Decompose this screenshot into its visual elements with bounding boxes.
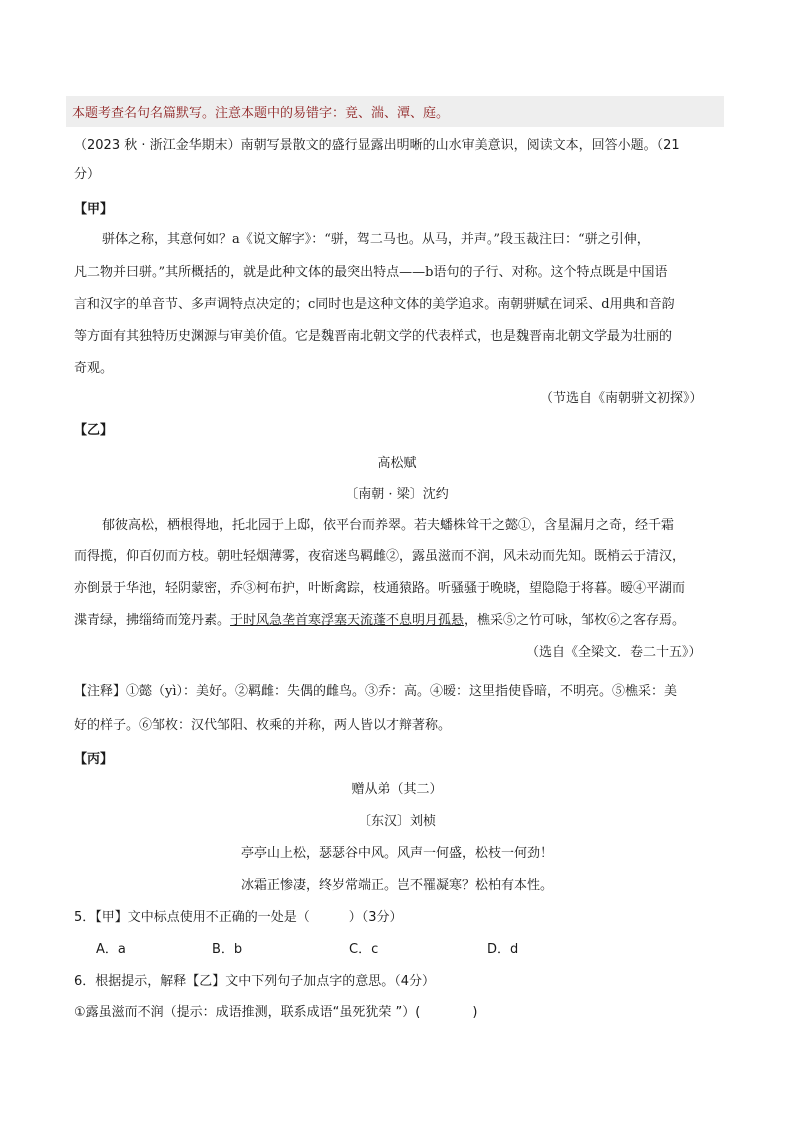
question-5: 5．【甲】文中标点使用不正确的一处是（ ）（3分） [74,910,403,925]
yi-underlined-sentence: 于时风急垄首寒浮塞天流蓬不息明月孤悬 [230,613,465,628]
yi-title: 高松赋 [377,456,417,471]
answer-note-text: 本题考查名句名篇默写。注意本题中的易错字：竟、湍、潭、庭。 [72,106,450,121]
yi-line-1: 郁彼高松，栖根得地，托北园于上邸，依平台而养翠。若夫蟠株耸干之懿①，含星漏月之奇，经千霜 [102,518,675,533]
q5-option-b[interactable]: B．b [212,942,243,957]
yi-notes-line-2: 好的样子。⑥邹枚：汉代邹阳、枚乘的并称，两人皆以才辩著称。 [74,718,452,733]
section-yi-label: 【乙】 [74,423,114,438]
q5-option-c[interactable]: C．c [349,942,379,957]
intro-line-1: （2023 秋 · 浙江金华期末）南朝写景散文的盛行显露出明晰的山水审美意识，阅读文本，回答小题。（21 [74,138,680,153]
q5-option-a[interactable]: A．a [96,942,126,957]
jia-line-4: 等方面有其独特历史渊源与审美价值。它是魏晋南北朝文学的代表样式，也是魏晋南北朝文学最为壮丽的 [74,329,673,344]
bing-line-2: 冰霜正惨凄，终岁常端正。岂不罹凝寒？松柏有本性。 [240,878,553,893]
jia-line-5: 奇观。 [74,361,114,376]
yi-notes-line-1: 【注释】①懿（yì）：美好。②羁雌：失偶的雌鸟。③乔：高。④暧：这里指使昏暗，不明亮。⑤樵采：美 [74,684,678,699]
section-jia-label: 【甲】 [74,202,114,217]
jia-line-3: 言和汉字的单音节、多声调特点决定的；c同时也是这种文体的美学追求。南朝骈赋在词采、d用典和音韵 [74,297,675,312]
yi-line-4-start: 渫青绿，拂缁绮而笼丹素。 [74,613,231,628]
bing-title: 赠从弟（其二） [351,782,443,797]
answer-note-bar [66,96,724,127]
question-6: 6．根据提示，解释【乙】文中下列句子加点字的意思。（4分） [74,974,436,989]
yi-source: （选自《全梁文．卷二十五》） [526,645,702,660]
bing-line-1: 亭亭山上松，瑟瑟谷中风。风声一何盛，松枝一何劲！ [240,846,553,861]
intro-line-2: 分） [74,167,101,182]
yi-author: 〔南朝 · 梁〕沈约 [345,487,449,502]
jia-line-1: 骈体之称，其意何如？a《说文解字》：“骈，驾二马也。从马，并声。”段玉裁注曰：“骈之引伸， [102,232,650,247]
yi-line-2: 而得揽，仰百仞而方枝。朝吐轻烟薄雾，夜宿迷鸟羁雌②，露虽滋而不润，风未动而先知。既梢云于清汉， [74,549,686,564]
yi-line-3: 亦倒景于华池，轻阴蒙密，乔③柯布护，叶断禽踪，枝通猿路。听骚骚于晚晓，望隐隐于将暮。暧④平湖而 [74,581,686,596]
jia-source: （节选自《南朝骈文初探》） [540,391,703,406]
section-bing-label: 【丙】 [74,752,114,767]
jia-line-2: 凡二物并曰骈。”其所概括的，就是此种文体的最突出特点——b语句的子行、对称。这个特点既是中国语 [74,265,668,280]
q6-sub-1: ①露虽滋而不润（提示：成语推测，联系成语“虽死犹荣 ”）( ) [74,1005,478,1020]
yi-line-4-end: ，樵采⑤之竹可咏，邹枚⑥之客存焉。 [464,613,686,628]
bing-author: 〔东汉〕刘桢 [357,814,436,829]
q5-option-d[interactable]: D．d [487,942,519,957]
yi-line-4 [74,614,685,627]
